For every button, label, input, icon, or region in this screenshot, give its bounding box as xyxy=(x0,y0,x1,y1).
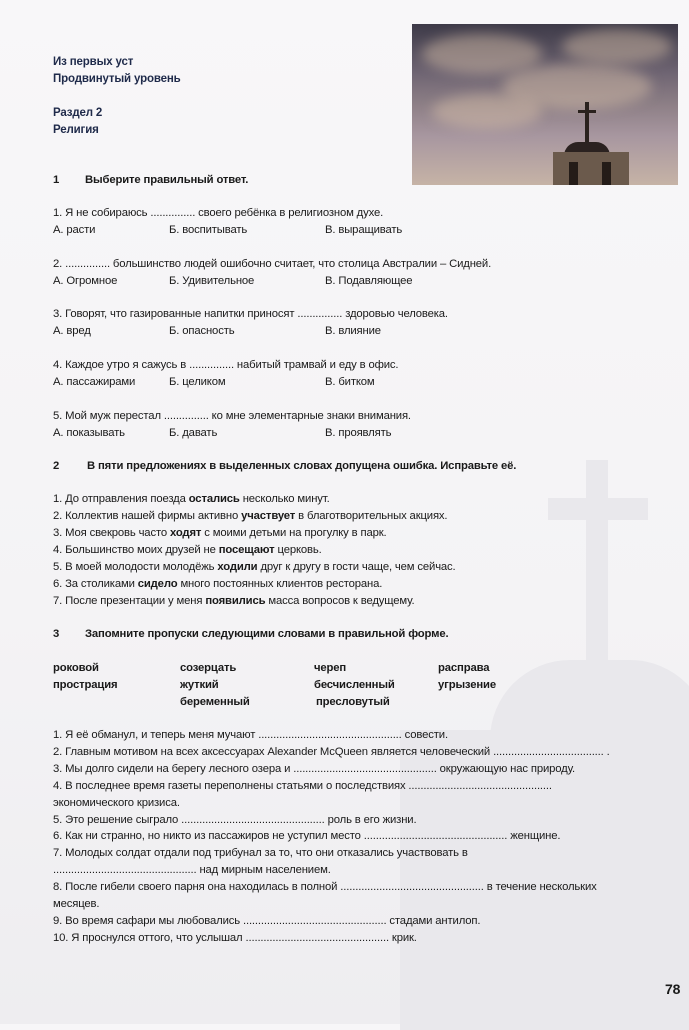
level: Продвинутый уровень xyxy=(53,73,181,85)
question-text: 3. Говорят, что газированные напитки приносят ............... здоровью человека. xyxy=(53,308,448,321)
exercise-2-number: 2 xyxy=(53,460,60,472)
sentence-end: друг к другу в гости чаще, чем сейчас. xyxy=(257,561,456,573)
answer-option-c: В. битком xyxy=(325,376,375,389)
gap-fill-line: 3. Мы долго сидели на берегу лесного озера и ................................................ окружающую нас природу. xyxy=(53,762,575,775)
exercise-2-title: В пяти предложениях в выделенных словах допущена ошибка. Исправьте её. xyxy=(87,460,517,472)
gap-fill-line: 8. После гибели своего парня она находилась в полной ................................................ в течение нескольких xyxy=(53,881,597,894)
highlighted-word: посещают xyxy=(218,544,275,556)
word-bank-item: беременный xyxy=(180,696,250,708)
section-number: Раздел 2 xyxy=(53,107,103,119)
sentence-start: 5. В моей молодости молодёжь xyxy=(53,561,218,573)
word-bank-item: роковой xyxy=(53,662,99,674)
gap-fill-line: экономического кризиса. xyxy=(53,796,180,809)
gap-fill-line: 1. Я её обманул, и теперь меня мучают ................................................ совести. xyxy=(53,729,448,741)
answer-option-a: А. Огромное xyxy=(53,274,118,287)
gap-fill-line: 5. Это решение сыграло ................................................ роль в его жизни. xyxy=(53,813,417,826)
sentence xyxy=(53,510,447,522)
answer-option-a: А. расти xyxy=(53,224,96,236)
sentence-end: в благотворительных акциях. xyxy=(295,510,448,522)
answer-option-a: А. пассажирами xyxy=(53,376,136,389)
answer-option-c: В. выращивать xyxy=(325,224,403,236)
word-bank-item: прострация xyxy=(53,679,118,691)
sentence-end: несколько минут. xyxy=(239,493,330,505)
question-text: 5. Мой муж перестал ............... ко мне элементарные знаки внимания. xyxy=(53,409,411,422)
highlighted-word: остались xyxy=(188,493,240,505)
gap-fill-line: 6. Как ни странно, но никто из пассажиров не уступил место ................................................ женщине. xyxy=(53,830,561,843)
highlighted-word: ходят xyxy=(169,527,202,539)
church-photo xyxy=(412,24,678,185)
sentence xyxy=(53,578,382,590)
page-number: 78 xyxy=(665,981,681,997)
exercise-1-title: Выберите правильный ответ. xyxy=(85,174,249,186)
gap-fill-line: ................................................ над мирным населением. xyxy=(53,864,331,877)
sentence-start: 7. После презентации у меня xyxy=(53,595,206,607)
gap-fill-line: месяцев. xyxy=(53,898,100,910)
gap-fill-line: 4. В последнее время газеты переполнены статьями о последствиях ................................................ xyxy=(53,779,552,792)
answer-option-b: Б. давать xyxy=(169,426,218,439)
sentence-end: масса вопросов к ведущему. xyxy=(265,595,415,607)
word-bank-item: пресловутый xyxy=(316,696,390,708)
answer-option-b: Б. опасность xyxy=(169,325,235,338)
word-bank-item: череп xyxy=(314,662,347,674)
highlighted-word: ходили xyxy=(217,561,258,573)
question-text: 4. Каждое утро я сажусь в ............... набитый трамвай и еду в офис. xyxy=(53,359,399,372)
word-bank-item: бесчисленный xyxy=(314,679,395,691)
sentence-start: 6. За столиками xyxy=(53,578,138,590)
highlighted-word: появились xyxy=(205,595,266,607)
sentence xyxy=(53,527,387,539)
exercise-1-number: 1 xyxy=(53,174,60,186)
book-title: Из первых уст xyxy=(53,56,134,68)
answer-option-b: Б. Удивительное xyxy=(169,274,255,287)
answer-option-b: Б. воспитывать xyxy=(169,224,248,236)
sentence xyxy=(53,544,322,556)
gap-fill-line: 2. Главным мотивом на всех аксессуарах Alexander McQueen является человеческий ..................................... . xyxy=(53,745,610,758)
word-bank-item: жуткий xyxy=(180,679,219,691)
sentence-start: 2. Коллектив нашей фирмы активно xyxy=(53,510,242,522)
sentence-end: много постоянных клиентов ресторана. xyxy=(177,578,383,590)
question-text: 1. Я не собираюсь ............... своего ребёнка в религиозном духе. xyxy=(53,207,384,219)
gap-fill-line: 9. Во время сафари мы любовались ................................................ стадами антилоп. xyxy=(53,914,481,927)
gap-fill-line: 10. Я проснулся оттого, что услышал ................................................ крик. xyxy=(53,931,417,944)
highlighted-word: участвует xyxy=(241,510,296,522)
word-bank-item: угрызение xyxy=(438,679,496,691)
sentence-end: с моими детьми на прогулку в парк. xyxy=(201,527,387,539)
answer-option-a: А. вред xyxy=(53,325,91,338)
sentence xyxy=(53,561,456,573)
answer-option-c: В. влияние xyxy=(325,325,381,338)
exercise-3-number: 3 xyxy=(53,628,60,640)
answer-option-a: А. показывать xyxy=(53,426,125,439)
sentence-start: 1. До отправления поезда xyxy=(53,493,189,505)
exercise-3-title: Запомните пропуски следующими словами в правильной форме. xyxy=(85,628,449,640)
sentence-end: церковь. xyxy=(274,544,322,556)
word-bank-item: расправа xyxy=(438,662,490,674)
sentence-start: 4. Большинство моих друзей не xyxy=(53,544,219,556)
highlighted-word: сидело xyxy=(137,578,178,590)
word-bank-item: созерцать xyxy=(180,662,237,674)
sentence-start: 3. Моя свекровь часто xyxy=(53,527,170,539)
sentence xyxy=(53,493,330,505)
answer-option-c: В. проявлять xyxy=(325,426,392,439)
gap-fill-line: 7. Молодых солдат отдали под трибунал за то, что они отказались участвовать в xyxy=(53,847,468,860)
answer-option-b: Б. целиком xyxy=(169,376,226,389)
section-topic: Религия xyxy=(53,124,99,136)
question-text: 2. ............... большинство людей ошибочно считает, что столица Австралии – Сидней. xyxy=(53,257,492,270)
answer-option-c: В. Подавляющее xyxy=(325,274,413,287)
sentence xyxy=(53,595,415,607)
